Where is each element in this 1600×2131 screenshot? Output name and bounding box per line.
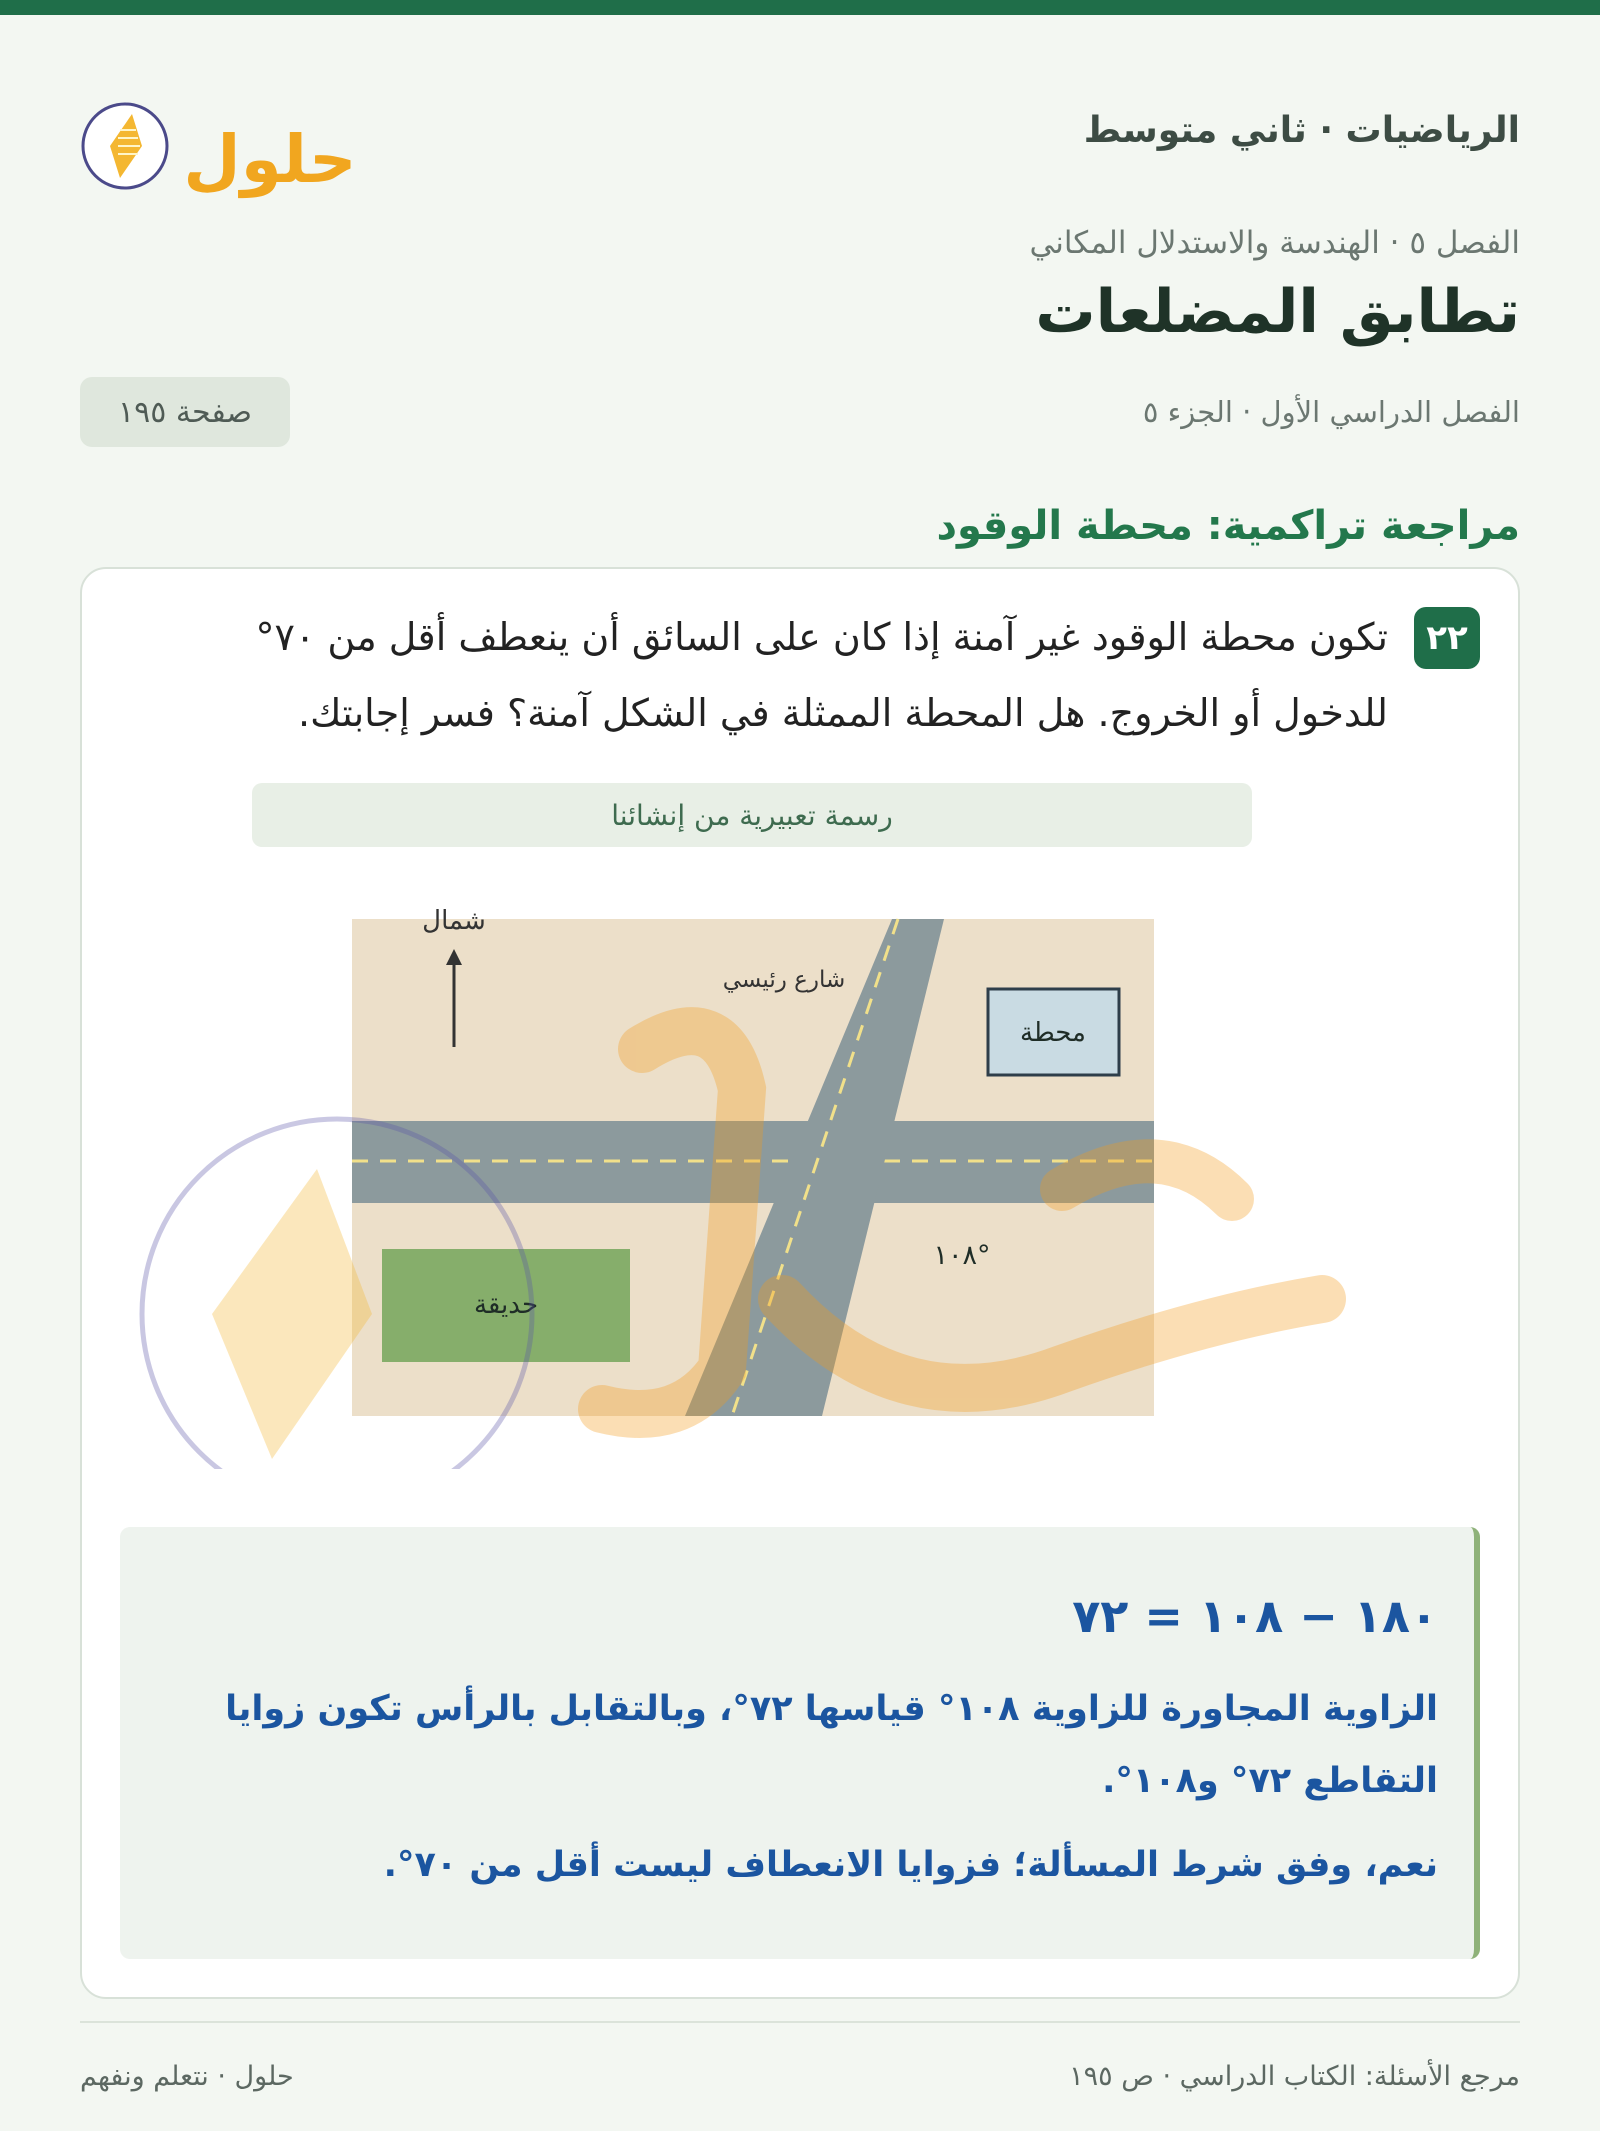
intersection-diagram xyxy=(82,869,1522,1469)
page-badge: صفحة ١٩٥ xyxy=(80,377,290,447)
angle-label: ١٠٨° xyxy=(933,1240,991,1271)
station-label: محطة xyxy=(1020,1018,1086,1048)
site-logo[interactable] xyxy=(80,90,360,200)
answer-conclusion: نعم، وفق شرط المسألة؛ فزوايا الانعطاف ليست أقل من ٧٠°. xyxy=(383,1845,1438,1885)
question-text: تكون محطة الوقود غير آمنة إذا كان على السائق أن ينعطف أقل من ٧٠° للدخول أو الخروج. هل المحطة الممثلة في الشكل آمنة؟ فسر إجابتك. xyxy=(255,615,1388,735)
section-title: مراجعة تراكمية: محطة الوقود xyxy=(936,503,1520,549)
footer-divider xyxy=(80,2021,1520,2023)
answer-explanation: الزاوية المجاورة للزاوية ١٠٨° قياسها ٧٢°، وبالتقابل بالرأس تكون زوايا التقاطع ٧٢° و١٠٨°. xyxy=(225,1689,1438,1801)
north-label: شمال xyxy=(422,906,486,936)
header xyxy=(80,90,1520,200)
main-street-label: شارع رئيسي xyxy=(722,967,846,993)
question-card xyxy=(80,567,1520,1999)
top-accent-bar xyxy=(0,0,1600,15)
answer-equation: ١٨٠ − ١٠٨ = ٧٢ xyxy=(1072,1589,1438,1643)
illustration-note: رسمة تعبيرية من إنشائنا xyxy=(252,783,1252,847)
answer-box xyxy=(120,1527,1480,1959)
subject-label: الرياضيات · ثاني متوسط xyxy=(1083,110,1520,151)
question-number: ٢٢ xyxy=(1414,607,1480,669)
logo-wordmark: حلول xyxy=(183,121,357,198)
footer-brand: حلول · نتعلم ونفهم xyxy=(80,2061,294,2092)
semester-label: الفصل الدراسي الأول · الجزء ٥ xyxy=(1142,395,1520,429)
footer-source: مرجع الأسئلة: الكتاب الدراسي · ص ١٩٥ xyxy=(1069,2061,1520,2092)
page xyxy=(80,15,1520,2131)
chapter-label: الفصل ٥ · الهندسة والاستدلال المكاني xyxy=(1029,225,1520,261)
park-label: حديقة xyxy=(473,1290,539,1320)
lesson-title: تطابق المضلعات xyxy=(1035,277,1520,347)
